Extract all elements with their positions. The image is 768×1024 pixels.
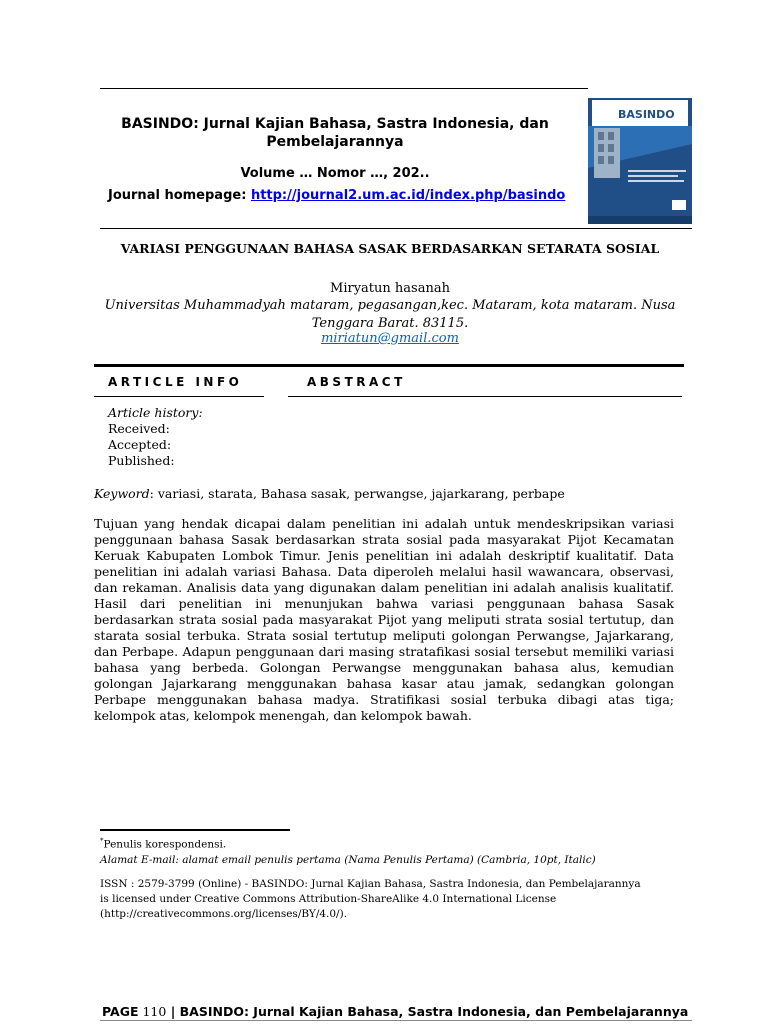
abstract-body: Tujuan yang hendak dicapai dalam penelitian ini adalah untuk mendeskripsikan variasi penggunaan bahasa Sasak berdasarkan strata sosial pada masyarakat Pijot Kecamatan Keruak Kabupaten Lombok Timur. Jenis penelitian ini adalah deskriptif kualitatif. Data penelitian ini adalah variasi Bahasa. Data diperoleh melalui hasil wawancara, observasi, dan rekaman. Analisis data yang digunakan dalam penelitian ini adalah analisis kualitatif. Hasil dari penelitian ini menunjukan bahwa variasi penggunaan bahasa Sasak berdasarkan strata sosial pada masyarakat Pijot yang meliputi strata sosial tertutup, dan starata sosial terbuka. Strata sosial tertutup meliputi golongan Perwangse, Jajarkarang, dan Perbape. Adapun penggunaan dari masing stratafikasi sosial tersebut memiliki variasi bahasa yang berbeda. Golongan Perwangse menggunakan bahasa alus, kemudian golongan Jajarkarang menggunakan bahasa kasar atau jamak, sedangkan golongan Perbape menggunakan bahasa madya. Stratifikasi sosial terbuka dibagi atas tiga; kelompok atas, kelompok menengah, dan kelompok bawah. [94, 516, 674, 723]
footnote [100, 834, 596, 868]
section-thick-rule [94, 364, 684, 367]
journal-title [100, 115, 570, 151]
footer-page-number: 110 [142, 1004, 167, 1019]
abstract-rule [288, 396, 682, 397]
header-bottom-rule [100, 228, 692, 229]
author-affiliation [100, 297, 680, 333]
keywords [94, 486, 565, 501]
license-line2: is licensed under Creative Commons Attribution-ShareAlike 4.0 International License [100, 893, 557, 905]
journal-homepage [108, 188, 565, 203]
license-line1: ISSN : 2579-3799 (Online) - BASINDO: Jurnal Kajian Bahasa, Sastra Indonesia, dan Pembelajarannya [100, 878, 641, 890]
affiliation-line1: Universitas Muhammadyah mataram, pegasangan,kec. Mataram, kota mataram. Nusa [104, 298, 676, 313]
journal-volume: Volume … Nomor …, 202.. [240, 166, 430, 181]
article-info-heading: ARTICLE INFO [108, 375, 243, 389]
article-info-rule [94, 396, 264, 397]
history-accepted: Accepted: [108, 437, 172, 452]
history-published: Published: [108, 453, 175, 468]
keyword-label: Keyword [94, 486, 150, 501]
footer-page-label: PAGE [102, 1004, 139, 1019]
page-footer [102, 1004, 688, 1019]
journal-cover-image [588, 88, 692, 224]
license-line3: (http://creativecommons.org/licenses/BY/4.0/). [100, 908, 348, 920]
footnote-marker: * [100, 837, 104, 845]
cover-graphic [588, 88, 692, 224]
abstract-heading: ABSTRACT [307, 375, 406, 389]
footer-rule [100, 1020, 692, 1021]
cover-brand-text: BASINDO [618, 108, 675, 121]
history-heading: Article history: [108, 405, 203, 420]
article-history [108, 405, 203, 469]
homepage-link[interactable]: http://journal2.um.ac.id/index.php/basindo [250, 188, 566, 203]
footer-journal: BASINDO: Jurnal Kajian Bahasa, Sastra Indonesia, dan Pembelajarannya [179, 1004, 689, 1019]
journal-title-line2: Pembelajarannya [266, 134, 404, 150]
footnote-line1: Penulis korespondensi. [103, 838, 227, 851]
affiliation-line2: Tenggara Barat. 83115. [311, 316, 469, 331]
article-title: VARIASI PENGGUNAAN BAHASA SASAK BERDASARKAN SETARATA SOSIAL [120, 241, 660, 256]
author-name: Miryatun hasanah [330, 281, 450, 296]
journal-title-line1: BASINDO: Jurnal Kajian Bahasa, Sastra Indonesia, dan [121, 116, 549, 132]
footnote-rule [100, 829, 290, 831]
homepage-label: Journal homepage: [108, 188, 247, 203]
license-text [100, 877, 641, 922]
keyword-text: : variasi, starata, Bahasa sasak, perwangse, jajarkarang, perbape [149, 486, 565, 501]
footnote-line2: Alamat E-mail: alamat email penulis pertama (Nama Penulis Pertama) (Cambria, 10pt, Italic) [100, 853, 596, 866]
footer-separator: | [166, 1004, 180, 1019]
author-email-link[interactable]: miriatun@gmail.com [321, 331, 459, 346]
history-received: Received: [108, 421, 170, 436]
